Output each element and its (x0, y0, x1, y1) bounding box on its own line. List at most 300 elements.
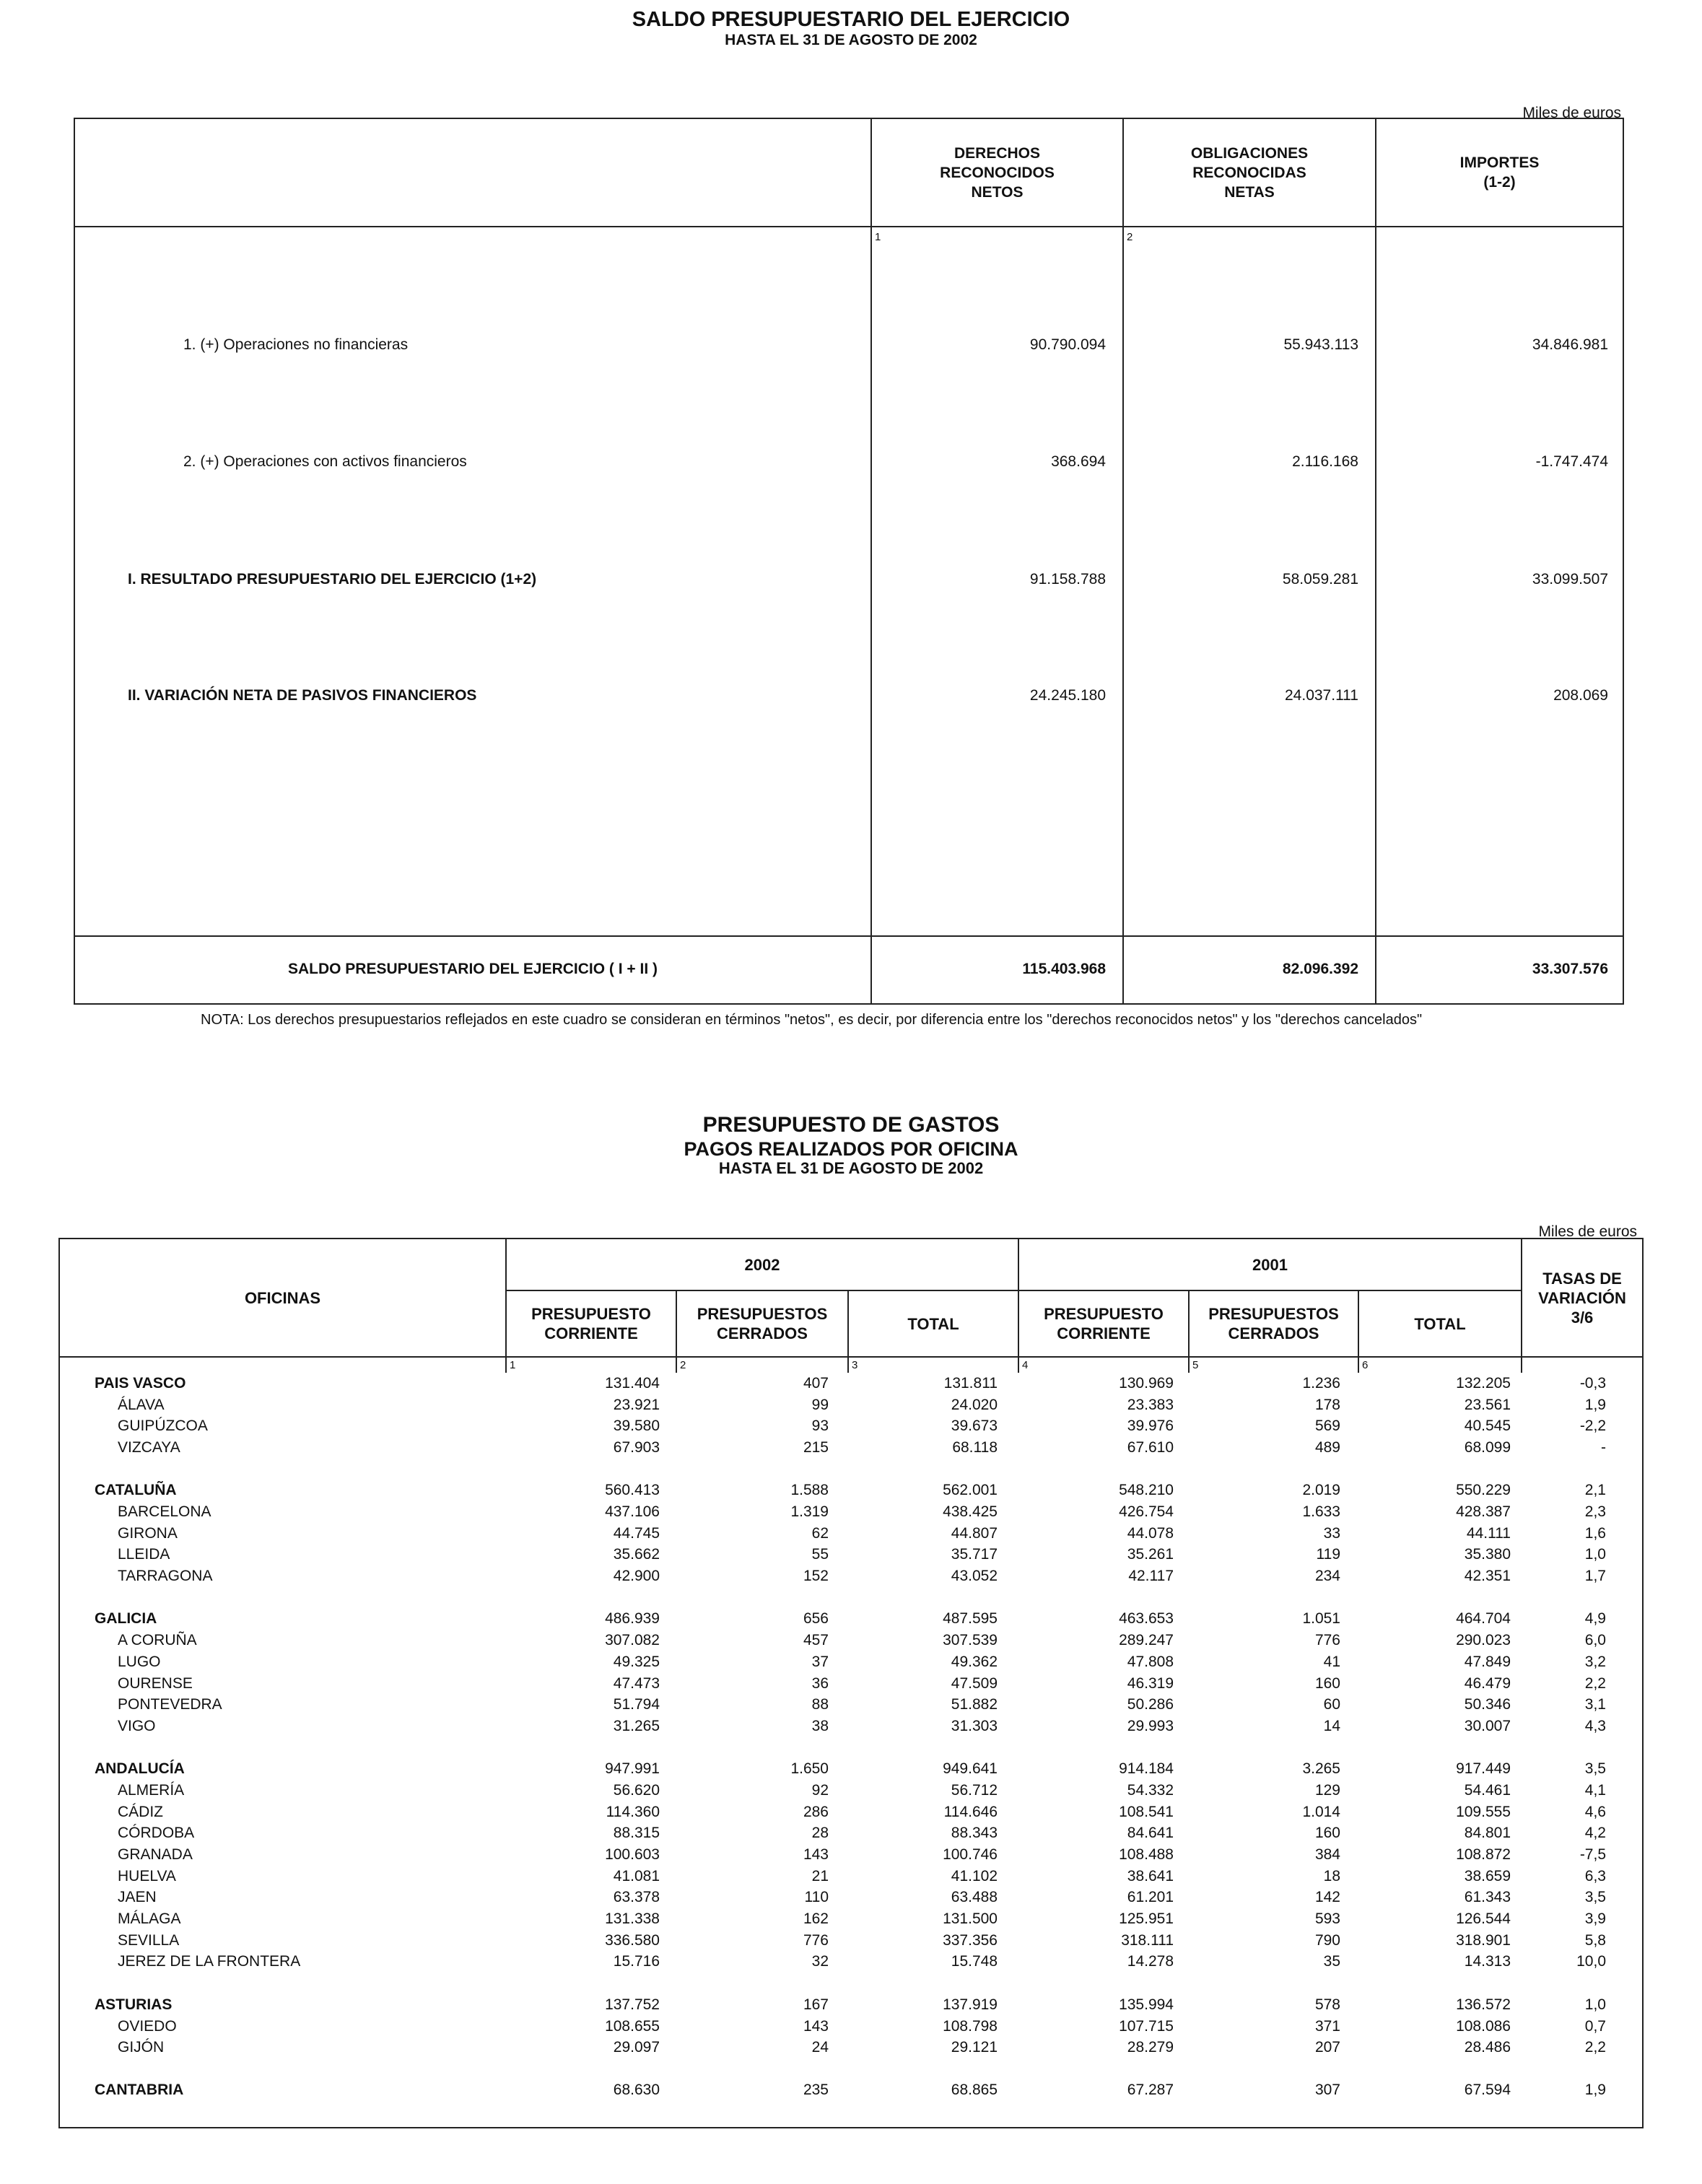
presupuestos-cerrados-2001-cell: 142 (1314, 1889, 1340, 1906)
total-2001-cell: 126.544 (1456, 1910, 1511, 1928)
presupuesto-corriente-2001-cell: 548.210 (1119, 1482, 1174, 1499)
column-number: 1 (875, 231, 881, 243)
office-row (60, 1415, 1642, 1437)
presupuesto-corriente-2002-cell: 100.603 (605, 1846, 660, 1864)
presupuestos-cerrados-2001-cell: 307 (1314, 2082, 1340, 2099)
presupuesto-corriente-2002-cell: 486.939 (605, 1610, 660, 1628)
presupuesto-corriente-2001-cell: 84.641 (1127, 1825, 1174, 1842)
presupuesto-corriente-2001-cell: 107.715 (1119, 2017, 1174, 2035)
tasa-variacion-cell: 5,8 (1584, 1931, 1606, 1949)
region-row (60, 1373, 1642, 1394)
presupuestos-cerrados-2001-cell: 178 (1314, 1396, 1340, 1413)
total-2002-cell: 24.020 (951, 1396, 998, 1413)
tasa-variacion-cell: 6,0 (1584, 1632, 1606, 1649)
presupuesto-corriente-2001-cell: 125.951 (1119, 1910, 1174, 1928)
column-number: 5 (1189, 1357, 1358, 1373)
office-name: CÓRDOBA (118, 1825, 195, 1842)
office-name: GIRONA (118, 1524, 178, 1542)
presupuestos-cerrados-2002-cell: 143 (803, 1846, 829, 1864)
total-2002-cell: 949.641 (943, 1760, 998, 1778)
presupuestos-cerrados-2001-cell: 160 (1314, 1674, 1340, 1692)
office-row (60, 1545, 1642, 1566)
presupuesto-corriente-2001-cell: 14.278 (1127, 1953, 1174, 1970)
presupuesto-corriente-2001-cell: 67.287 (1127, 2082, 1174, 2099)
tasa-variacion-cell: 2,1 (1584, 1482, 1606, 1499)
presupuesto-corriente-2001-cell: 54.332 (1127, 1781, 1174, 1799)
office-name: SEVILLA (118, 1931, 180, 1949)
presupuestos-cerrados-2002-cell: 28 (811, 1825, 829, 1842)
presupuesto-corriente-2002-cell: 15.716 (613, 1953, 660, 1970)
total-2002-cell: 108.798 (943, 2017, 998, 2035)
column-number: 4 (1018, 1357, 1189, 1373)
presupuesto-corriente-2002-cell: 336.580 (605, 1931, 660, 1949)
presupuestos-cerrados-2001-cell: 18 (1323, 1867, 1340, 1884)
header-obligaciones: OBLIGACIONES RECONOCIDAS NETAS (1190, 144, 1309, 201)
total-2001-cell: 47.849 (1464, 1653, 1511, 1670)
saldo-table (74, 118, 1624, 1005)
office-name: A CORUÑA (118, 1632, 197, 1649)
office-name: HUELVA (118, 1867, 176, 1884)
presupuestos-cerrados-2001-cell: 489 (1314, 1438, 1340, 1456)
office-row (60, 1844, 1642, 1866)
office-row (60, 1866, 1642, 1887)
header-tasas: TASAS DE VARIACIÓN 3/6 (1522, 1239, 1642, 1357)
presupuesto-corriente-2001-cell: 67.610 (1127, 1438, 1174, 1456)
tasa-variacion-cell: 3,2 (1584, 1653, 1606, 1670)
total-2001-cell: 132.205 (1456, 1374, 1511, 1392)
tasa-variacion-cell: 1,0 (1584, 1996, 1606, 2013)
column-divider (1375, 119, 1376, 1003)
total-2001-cell: 23.561 (1464, 1396, 1511, 1413)
presupuestos-cerrados-2002-cell: 152 (803, 1568, 829, 1585)
office-name: CÁDIZ (118, 1803, 163, 1820)
total-2001-cell: 50.346 (1464, 1696, 1511, 1713)
presupuestos-cerrados-2002-cell: 776 (803, 1931, 829, 1949)
total-2001-cell: 46.479 (1464, 1674, 1511, 1692)
presupuestos-cerrados-2002-cell: 457 (803, 1632, 829, 1649)
tasa-variacion-cell: 1,9 (1584, 2082, 1606, 2099)
presupuesto-corriente-2001-cell: 108.541 (1119, 1803, 1174, 1820)
office-name: BARCELONA (118, 1503, 211, 1520)
presupuesto-corriente-2001-cell: 426.754 (1119, 1503, 1174, 1520)
tasa-variacion-cell: 1,9 (1584, 1396, 1606, 1413)
total-2002-cell: 131.500 (943, 1910, 998, 1928)
presupuestos-cerrados-2001-cell: 14 (1323, 1717, 1340, 1734)
total-2001-cell: 40.545 (1464, 1418, 1511, 1435)
office-name: JEREZ DE LA FRONTERA (118, 1953, 301, 1970)
total-2002-cell: 47.509 (951, 1674, 998, 1692)
office-name: LLEIDA (118, 1546, 170, 1563)
gastos-units-label: Miles de euros (1538, 1223, 1637, 1240)
presupuesto-corriente-2002-cell: 68.630 (613, 2082, 660, 2099)
total-2001-cell: 108.086 (1456, 2017, 1511, 2035)
presupuesto-corriente-2002-cell: 63.378 (613, 1889, 660, 1906)
tasa-variacion-cell: -7,5 (1579, 1846, 1606, 1864)
presupuestos-cerrados-2001-cell: 160 (1314, 1825, 1340, 1842)
office-name: MÁLAGA (118, 1910, 181, 1928)
office-row (60, 1394, 1642, 1416)
total-2002-cell: 562.001 (943, 1482, 998, 1499)
gastos-table-frame (58, 1238, 1644, 2128)
presupuestos-cerrados-2002-cell: 167 (803, 1996, 829, 2013)
office-row (60, 1716, 1642, 1737)
header-year-2001: 2001 (1018, 1239, 1522, 1290)
presupuesto-corriente-2002-cell: 47.473 (613, 1674, 660, 1692)
office-name: OVIEDO (118, 2017, 177, 2035)
total-2002-cell: 100.746 (943, 1846, 998, 1864)
header-importes: IMPORTES (1-2) (1459, 154, 1540, 191)
presupuesto-corriente-2001-cell: 50.286 (1127, 1696, 1174, 1713)
derechos-value: 24.245.180 (1029, 687, 1106, 704)
row-label: 2. (+) Operaciones con activos financieros (183, 453, 467, 470)
derechos-total: 115.403.968 (1022, 961, 1106, 977)
office-row (60, 1822, 1642, 1844)
saldo-row (75, 451, 1623, 473)
total-2001-cell: 464.704 (1456, 1610, 1511, 1628)
office-name: GRANADA (118, 1846, 193, 1864)
office-name: LUGO (118, 1653, 161, 1670)
presupuesto-corriente-2002-cell: 437.106 (605, 1503, 660, 1520)
presupuestos-cerrados-2002-cell: 1.319 (790, 1503, 829, 1520)
presupuesto-corriente-2001-cell: 46.319 (1127, 1674, 1174, 1692)
derechos-value: 91.158.788 (1029, 571, 1106, 588)
presupuesto-corriente-2001-cell: 61.201 (1127, 1889, 1174, 1906)
total-2002-cell: 68.865 (951, 2082, 998, 2099)
total-2002-cell: 39.673 (951, 1418, 998, 1435)
presupuestos-cerrados-2002-cell: 32 (811, 1953, 829, 1970)
office-row (60, 1630, 1642, 1651)
office-name: TARRAGONA (118, 1568, 213, 1585)
presupuesto-corriente-2002-cell: 67.903 (613, 1438, 660, 1456)
presupuestos-cerrados-2001-cell: 207 (1314, 2039, 1340, 2056)
presupuestos-cerrados-2001-cell: 384 (1314, 1846, 1340, 1864)
total-2001-cell: 109.555 (1456, 1803, 1511, 1820)
importes-value: 208.069 (1553, 687, 1608, 704)
gastos-table (60, 1239, 1642, 2101)
region-name: GALICIA (95, 1610, 157, 1628)
total-2002-cell: 35.717 (951, 1546, 998, 1563)
office-name: ALMERÍA (118, 1781, 185, 1799)
presupuestos-cerrados-2002-cell: 21 (811, 1867, 829, 1884)
office-row (60, 1694, 1642, 1716)
presupuestos-cerrados-2001-cell: 2.019 (1302, 1482, 1340, 1499)
presupuestos-cerrados-2002-cell: 38 (811, 1717, 829, 1734)
region-row (60, 1737, 1642, 1780)
presupuesto-corriente-2001-cell: 130.969 (1119, 1374, 1174, 1392)
presupuestos-cerrados-2001-cell: 3.265 (1302, 1760, 1340, 1778)
presupuesto-corriente-2001-cell: 463.653 (1119, 1610, 1174, 1628)
presupuestos-cerrados-2002-cell: 286 (803, 1803, 829, 1820)
presupuesto-corriente-2001-cell: 39.976 (1127, 1418, 1174, 1435)
total-2001-cell: 14.313 (1464, 1953, 1511, 1970)
gastos-subtitle: PAGOS REALIZADOS POR OFICINA (684, 1138, 1018, 1160)
total-2001-cell: 67.594 (1464, 2082, 1511, 2099)
office-name: OURENSE (118, 1674, 193, 1692)
presupuesto-corriente-2002-cell: 49.325 (613, 1653, 660, 1670)
presupuestos-cerrados-2002-cell: 407 (803, 1374, 829, 1392)
presupuestos-cerrados-2001-cell: 578 (1314, 1996, 1340, 2013)
column-number: 6 (1358, 1357, 1522, 1373)
total-2001-cell: 54.461 (1464, 1781, 1511, 1799)
total-2001-cell: 318.901 (1456, 1931, 1511, 1949)
total-2001-cell: 136.572 (1456, 1996, 1511, 2013)
presupuestos-cerrados-2002-cell: 88 (811, 1696, 829, 1713)
office-name: GIJÓN (118, 2039, 165, 2056)
total-2002-cell: 307.539 (943, 1632, 998, 1649)
presupuestos-cerrados-2001-cell: 33 (1323, 1524, 1340, 1542)
presupuestos-cerrados-2002-cell: 656 (803, 1610, 829, 1628)
total-2001-cell: 42.351 (1464, 1568, 1511, 1585)
tasa-variacion-cell: 4,2 (1584, 1825, 1606, 1842)
gastos-table-body (60, 1373, 1642, 2101)
office-name: PONTEVEDRA (118, 1696, 222, 1713)
total-2001-cell: 35.380 (1464, 1546, 1511, 1563)
tasa-variacion-cell: 3,5 (1584, 1889, 1606, 1906)
tasa-variacion-cell: -2,2 (1579, 1418, 1606, 1435)
importes-total: 33.307.576 (1532, 961, 1608, 977)
total-2001-cell: 38.659 (1464, 1867, 1511, 1884)
derechos-value: 90.790.094 (1029, 336, 1106, 353)
tasa-variacion-cell: 3,1 (1584, 1696, 1606, 1713)
total-2001-cell: 61.343 (1464, 1889, 1511, 1906)
presupuestos-cerrados-2001-cell: 1.633 (1302, 1503, 1340, 1520)
total-2001-cell: 550.229 (1456, 1482, 1511, 1499)
office-row (60, 1930, 1642, 1952)
presupuestos-cerrados-2002-cell: 215 (803, 1438, 829, 1456)
gastos-title: PRESUPUESTO DE GASTOS (702, 1113, 1000, 1137)
total-2002-cell: 337.356 (943, 1931, 998, 1949)
obligaciones-value: 24.037.111 (1285, 687, 1358, 704)
presupuestos-cerrados-2001-cell: 35 (1323, 1953, 1340, 1970)
presupuesto-corriente-2001-cell: 318.111 (1121, 1931, 1174, 1949)
presupuesto-corriente-2002-cell: 560.413 (605, 1482, 660, 1499)
column-number-blank (1522, 1357, 1642, 1373)
presupuesto-corriente-2002-cell: 44.745 (613, 1524, 660, 1542)
presupuestos-cerrados-2002-cell: 24 (811, 2039, 829, 2056)
office-row (60, 1523, 1642, 1545)
total-2002-cell: 487.595 (943, 1610, 998, 1628)
region-row (60, 1973, 1642, 2015)
saldo-row (75, 685, 1623, 707)
total-divider (75, 935, 1623, 937)
column-number: 1 (506, 1357, 676, 1373)
presupuesto-corriente-2001-cell: 38.641 (1127, 1867, 1174, 1884)
presupuestos-cerrados-2002-cell: 37 (811, 1653, 829, 1670)
presupuestos-cerrados-2001-cell: 569 (1314, 1418, 1340, 1435)
saldo-subtitle: HASTA EL 31 DE AGOSTO DE 2002 (725, 32, 977, 48)
region-name: CANTABRIA (95, 2082, 184, 2099)
presupuesto-corriente-2002-cell: 137.752 (605, 1996, 660, 2013)
row-label: II. VARIACIÓN NETA DE PASIVOS FINANCIEROS (128, 687, 477, 704)
tasa-variacion-cell: 2,2 (1584, 1674, 1606, 1692)
region-row (60, 1459, 1642, 1501)
presupuestos-cerrados-2001-cell: 234 (1314, 1568, 1340, 1585)
office-row (60, 1801, 1642, 1823)
total-2001-cell: 44.111 (1466, 1524, 1511, 1542)
office-row (60, 1952, 1642, 1973)
office-name: VIZCAYA (118, 1438, 180, 1456)
presupuesto-corriente-2001-cell: 28.279 (1127, 2039, 1174, 2056)
tasa-variacion-cell: 6,3 (1584, 1867, 1606, 1884)
presupuestos-cerrados-2001-cell: 60 (1323, 1696, 1340, 1713)
presupuesto-corriente-2002-cell: 56.620 (613, 1781, 660, 1799)
presupuesto-corriente-2001-cell: 23.383 (1127, 1396, 1174, 1413)
saldo-title: SALDO PRESUPUESTARIO DEL EJERCICIO (632, 8, 1070, 31)
presupuestos-cerrados-2002-cell: 62 (811, 1524, 829, 1542)
presupuestos-cerrados-2001-cell: 119 (1316, 1546, 1340, 1563)
presupuesto-corriente-2001-cell: 44.078 (1127, 1524, 1174, 1542)
total-2002-cell: 15.748 (951, 1953, 998, 1970)
total-2001-cell: 917.449 (1456, 1760, 1511, 1778)
saldo-row (75, 569, 1623, 590)
presupuesto-corriente-2001-cell: 289.247 (1119, 1632, 1174, 1649)
presupuestos-cerrados-2002-cell: 143 (803, 2017, 829, 2035)
row-label: I. RESULTADO PRESUPUESTARIO DEL EJERCICIO (1+2) (128, 571, 537, 588)
total-2001-cell: 108.872 (1456, 1846, 1511, 1864)
presupuesto-corriente-2001-cell: 29.993 (1127, 1717, 1174, 1734)
column-number: 2 (676, 1357, 848, 1373)
region-row (60, 2058, 1642, 2101)
presupuestos-cerrados-2001-cell: 371 (1314, 2017, 1340, 2035)
presupuestos-cerrados-2001-cell: 41 (1323, 1653, 1340, 1670)
presupuestos-cerrados-2002-cell: 235 (803, 2082, 829, 2099)
presupuestos-cerrados-2002-cell: 1.588 (790, 1482, 829, 1499)
presupuestos-cerrados-2001-cell: 776 (1314, 1632, 1340, 1649)
presupuestos-cerrados-2001-cell: 790 (1314, 1931, 1340, 1949)
presupuestos-cerrados-2002-cell: 36 (811, 1674, 829, 1692)
tasa-variacion-cell: 4,9 (1584, 1610, 1606, 1628)
presupuesto-corriente-2002-cell: 35.662 (613, 1546, 660, 1563)
office-name: JAEN (118, 1889, 157, 1906)
total-2001-cell: 30.007 (1464, 1717, 1511, 1734)
total-2002-cell: 44.807 (951, 1524, 998, 1542)
saldo-row (75, 334, 1623, 356)
importes-value: 34.846.981 (1532, 336, 1608, 353)
column-number: 3 (848, 1357, 1018, 1373)
office-row (60, 2016, 1642, 2037)
presupuesto-corriente-2001-cell: 35.261 (1127, 1546, 1174, 1563)
presupuesto-corriente-2001-cell: 42.117 (1128, 1568, 1174, 1585)
presupuesto-corriente-2002-cell: 114.360 (606, 1803, 660, 1820)
saldo-total-row (75, 958, 1623, 980)
total-2002-cell: 49.362 (951, 1653, 998, 1670)
header-presupuesto-corriente-2001: PRESUPUESTO CORRIENTE (1018, 1290, 1189, 1357)
column-divider (1122, 119, 1124, 1003)
obligaciones-value: 2.116.168 (1292, 453, 1358, 470)
presupuesto-corriente-2002-cell: 51.794 (613, 1696, 660, 1713)
office-row (60, 1437, 1642, 1459)
office-name: GUIPÚZCOA (118, 1418, 208, 1435)
tasa-variacion-cell: 2,2 (1584, 2039, 1606, 2056)
region-name: PAIS VASCO (95, 1374, 186, 1392)
presupuestos-cerrados-2002-cell: 92 (811, 1781, 829, 1799)
office-row (60, 1651, 1642, 1673)
total-2002-cell: 51.882 (951, 1696, 998, 1713)
total-2002-cell: 68.118 (952, 1438, 998, 1456)
tasa-variacion-cell: 2,3 (1584, 1503, 1606, 1520)
tasa-variacion-cell: 0,7 (1584, 2017, 1606, 2035)
region-name: CATALUÑA (95, 1482, 177, 1499)
presupuesto-corriente-2002-cell: 88.315 (613, 1825, 660, 1842)
header-year-2002: 2002 (506, 1239, 1018, 1290)
column-divider (870, 119, 872, 1003)
presupuestos-cerrados-2001-cell: 1.051 (1302, 1610, 1340, 1628)
office-row (60, 1673, 1642, 1695)
total-2002-cell: 131.811 (943, 1374, 998, 1392)
total-2002-cell: 137.919 (943, 1996, 998, 2013)
total-2001-cell: 428.387 (1456, 1503, 1511, 1520)
saldo-units-label: Miles de euros (1522, 105, 1621, 121)
region-row (60, 1587, 1642, 1630)
total-2002-cell: 43.052 (951, 1568, 998, 1585)
region-name: ASTURIAS (95, 1996, 173, 2013)
tasa-variacion-cell: 1,6 (1584, 1524, 1606, 1542)
office-row (60, 1565, 1642, 1587)
presupuesto-corriente-2002-cell: 23.921 (613, 1396, 660, 1413)
header-presupuestos-cerrados-2002: PRESUPUESTOS CERRADOS (676, 1290, 848, 1357)
presupuestos-cerrados-2001-cell: 129 (1314, 1781, 1340, 1799)
office-row (60, 1501, 1642, 1523)
office-row (60, 1887, 1642, 1909)
presupuestos-cerrados-2002-cell: 1.650 (790, 1760, 829, 1778)
total-2001-cell: 28.486 (1464, 2039, 1511, 2056)
office-row (60, 1780, 1642, 1801)
tasa-variacion-cell: 1,0 (1584, 1546, 1606, 1563)
tasa-variacion-cell: 10,0 (1576, 1953, 1606, 1970)
presupuesto-corriente-2002-cell: 131.404 (605, 1374, 660, 1392)
presupuesto-corriente-2001-cell: 135.994 (1119, 1996, 1174, 2013)
obligaciones-total: 82.096.392 (1282, 961, 1358, 977)
tasa-variacion-cell: - (1601, 1438, 1606, 1456)
tasa-variacion-cell: 4,6 (1584, 1803, 1606, 1820)
total-label: SALDO PRESUPUESTARIO DEL EJERCICIO ( I + II ) (287, 961, 658, 977)
presupuesto-corriente-2002-cell: 29.097 (613, 2039, 660, 2056)
tasa-variacion-cell: 1,7 (1584, 1568, 1606, 1585)
total-2002-cell: 56.712 (951, 1781, 998, 1799)
presupuesto-corriente-2002-cell: 131.338 (605, 1910, 660, 1928)
tasa-variacion-cell: 4,1 (1584, 1781, 1606, 1799)
region-name: ANDALUCÍA (95, 1760, 185, 1778)
presupuesto-corriente-2002-cell: 31.265 (613, 1717, 660, 1734)
column-number: 2 (1127, 231, 1133, 243)
row-label: 1. (+) Operaciones no financieras (183, 336, 409, 353)
total-2002-cell: 114.646 (943, 1803, 998, 1820)
header-presupuestos-cerrados-2001: PRESUPUESTOS CERRADOS (1189, 1290, 1358, 1357)
office-row (60, 1908, 1642, 1930)
header-total-2001: TOTAL (1358, 1290, 1522, 1357)
saldo-note: NOTA: Los derechos presupuestarios reflejados en este cuadro se consideran en términos "netos", es decir, por diferencia entre los "derechos reconocidos netos" y los "derechos cancelados" (201, 1012, 1423, 1028)
importes-value: 33.099.507 (1532, 571, 1608, 588)
header-derechos: DERECHOS RECONOCIDOS NETOS (940, 144, 1055, 201)
total-2002-cell: 88.343 (951, 1825, 998, 1842)
total-2002-cell: 63.488 (951, 1889, 998, 1906)
office-name: VIGO (118, 1717, 156, 1734)
tasa-variacion-cell: 3,5 (1584, 1760, 1606, 1778)
presupuestos-cerrados-2002-cell: 55 (811, 1546, 829, 1563)
presupuesto-corriente-2002-cell: 947.991 (605, 1760, 660, 1778)
tasa-variacion-cell: 4,3 (1584, 1717, 1606, 1734)
header-divider (75, 226, 1623, 227)
tasa-variacion-cell: -0,3 (1579, 1374, 1606, 1392)
presupuestos-cerrados-2001-cell: 1.014 (1302, 1803, 1340, 1820)
presupuestos-cerrados-2001-cell: 593 (1314, 1910, 1340, 1928)
total-2002-cell: 438.425 (943, 1503, 998, 1520)
header-oficinas: OFICINAS (60, 1239, 506, 1357)
presupuestos-cerrados-2002-cell: 110 (804, 1889, 829, 1906)
obligaciones-value: 55.943.113 (1283, 336, 1358, 353)
total-2001-cell: 290.023 (1456, 1632, 1511, 1649)
total-2001-cell: 84.801 (1464, 1825, 1511, 1842)
